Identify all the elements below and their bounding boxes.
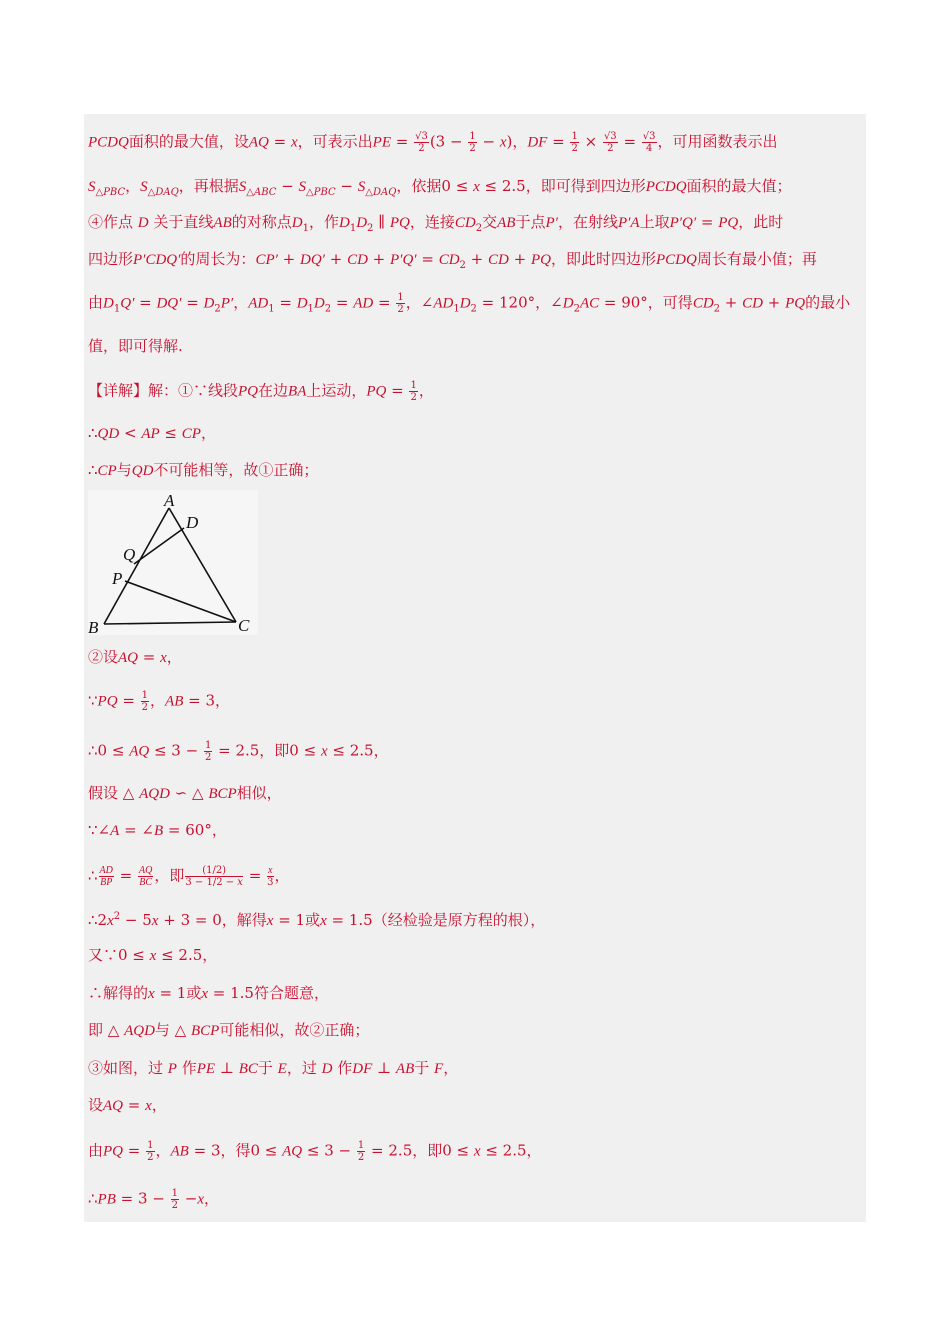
text-line: 又∵0 ≤ x ≤ 2.5， (88, 946, 218, 964)
segment-QD (134, 528, 184, 564)
side-BC (104, 622, 236, 624)
text-line: ②设AQ = x， (88, 648, 182, 666)
label-C: C (238, 616, 250, 635)
label-B: B (88, 618, 99, 635)
text-line: 由PQ = $\frac{1}{2}$ ，AB = 3，得0 ≤ AQ ≤ 3 − $\frac{1}{2}$ = 2.5，即0 ≤ x ≤ 2.5， (88, 1140, 542, 1163)
text-line: 【详解】解：①∵线段PQ在边BA上运动，PQ = $\frac{1}{2}$ ， (88, 380, 434, 403)
triangle-figure (88, 490, 258, 635)
text-line: ∴CP与QD不可能相等，故①正确； (88, 461, 319, 479)
text-line: 即 △ AQD与 △ BCP可能相似，故②正确； (88, 1021, 370, 1039)
text-line: ∴QD < AP ≤ CP， (88, 424, 216, 442)
text-line: $\therefore 2x^2 - 5x + 3 = 0$，解得x = 1或x = 1.5（经检验是原方程的根）， (88, 911, 546, 929)
text-line: 设AQ = x， (88, 1096, 167, 1114)
text-line: ∵∠A = ∠B = 60°， (88, 821, 227, 839)
text-line: ∴ $\frac{AD}{BP}$ = $\frac{AQ}{BC}$ ，即 $\frac{(1/2)}{3 - 1/2 - x}$ = $\frac{x}{3}$ ， (88, 865, 290, 888)
text-line: 假设 △ AQD ∽ △ BCP相似， (88, 784, 282, 802)
text-line: 由$D_1Q' = DQ' = D_2P'$，$AD_1 = D_1D_2$ = AD = $\frac{1}{2}$ ，$\angle AD_1D_2 = 120^\circ$，$\angle D_2AC = 90^\circ$，可得$CD_2$ + CD + PQ的最小 (88, 292, 851, 315)
text-line: ∴PB = 3 − $\frac{1}{2}$ −x， (88, 1188, 220, 1211)
label-D: D (186, 513, 199, 532)
text-line: ③如图，过 P 作PE ⊥ BC于 E，过 D 作DF ⊥ AB于 F， (88, 1059, 459, 1077)
text-line: 四边形P′CDQ′的周长为：CP′ + DQ′ + CD + $P'Q' = CD_2$ + CD + PQ，即此时四边形PCDQ周长有最小值；再 (88, 250, 817, 271)
answer-panel (84, 114, 866, 1222)
side-AB (104, 508, 169, 624)
side-AC (169, 508, 236, 622)
label-Q: Q (123, 545, 136, 564)
label-A: A (164, 491, 175, 510)
text-line: ∴解得的x = 1或x = 1.5符合题意， (88, 984, 329, 1002)
text-line: PCDQ面积的最大值，设AQ = x，可表示出PE = $\frac{√3}{2}$ (3 − $\frac{1}{2}$ − x)，DF = $\frac{1}{2}$ × $\frac{√3}{2}$ = $\frac{√3}{4}$ ，可用函数表示出 (88, 131, 778, 154)
segment-PC (125, 581, 236, 622)
text-line: ∵PQ = $\frac{1}{2}$ ，AB = 3， (88, 690, 231, 713)
text-line: ④作点 D 关于直线AB的对称点$D_1$，作$D_1D_2$ ∥ PQ，连接$CD_2$交AB于点P′，在射线P′A上取P′Q′ = PQ，此时 (88, 213, 784, 234)
label-P: P (112, 569, 123, 588)
text-line: 值，即可得解. (88, 337, 183, 355)
text-line: ∴0 ≤ AQ ≤ 3 − $\frac{1}{2}$ = 2.5，即0 ≤ x ≤ 2.5， (88, 740, 389, 763)
text-line: $S_{\triangle PBC}$，$S_{\triangle DAQ}$，再根据$S_{\triangle ABC} - S_{\triangle PBC} - S_{\triangle DAQ}$，依据0 ≤ x ≤ 2.5，即可得到四边形PCDQ面积的最大值； (88, 177, 792, 198)
